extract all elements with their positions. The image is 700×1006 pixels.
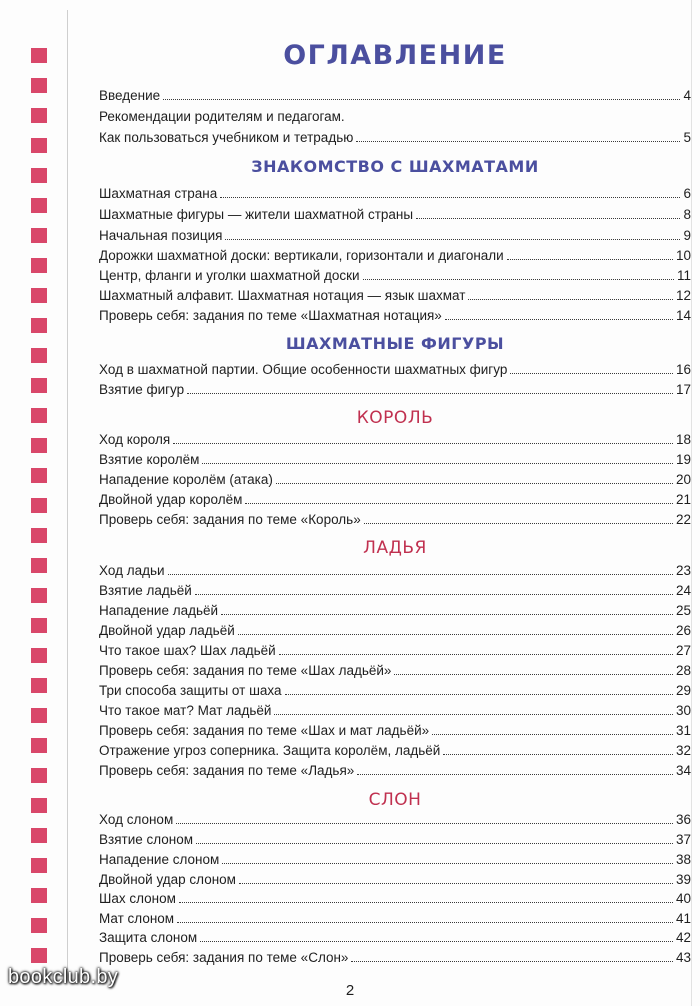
toc-entry-page: 18 (675, 432, 691, 447)
toc-entry-page: 27 (675, 643, 691, 658)
toc-entry[interactable] (99, 472, 691, 488)
square-mark (31, 828, 47, 843)
watermark: bookclub.by (8, 966, 119, 988)
square-mark (31, 108, 47, 123)
toc-entry-title: Проверь себя: задания по теме «Шахматная нотация» (99, 308, 442, 323)
toc-entry-page: 10 (675, 248, 691, 263)
toc-entry-page: 37 (675, 832, 691, 847)
toc-entry-title: Двойной удар королём (99, 492, 243, 507)
toc-entry-page: 34 (675, 763, 691, 778)
toc-entry[interactable] (99, 723, 691, 739)
toc-entry[interactable] (99, 683, 691, 699)
section-heading: ЗНАКОМСТВО С ШАХМАТАМИ (251, 157, 539, 176)
toc-entry-title: Нападение королём (атака) (99, 472, 273, 487)
toc-entry[interactable] (99, 362, 691, 378)
toc-entry[interactable] (99, 88, 691, 104)
leader-dots (245, 503, 673, 504)
leader-dots (222, 863, 673, 864)
toc-entry[interactable] (99, 643, 691, 659)
margin-line (67, 10, 68, 970)
leader-dots (276, 483, 673, 484)
toc-entry-title: Проверь себя: задания по теме «Шах ладьёй» (99, 663, 392, 678)
leader-dots (394, 674, 673, 675)
leader-dots (285, 694, 673, 695)
toc-entry-title: Шахматный алфавит. Шахматная нотация — язык шахмат (99, 288, 466, 303)
toc-entry[interactable] (99, 268, 691, 284)
leader-dots (187, 393, 673, 394)
toc-entry-title: Взятие слоном (99, 832, 194, 847)
toc-entry-title: Начальная позиция (99, 228, 223, 243)
square-mark (31, 618, 47, 633)
leader-dots (274, 714, 672, 715)
toc-entry[interactable] (99, 382, 691, 398)
toc-entry[interactable] (99, 872, 691, 888)
toc-entry-title: Взятие королём (99, 452, 200, 467)
toc-entry-title: Взятие ладьёй (99, 583, 192, 598)
toc-entry-page: 17 (675, 382, 691, 397)
toc-entry-title: Рекомендации родителям и педагогам. (99, 109, 345, 124)
edge-line (691, 0, 692, 1006)
leader-dots (279, 654, 673, 655)
toc-entry-page: 6 (683, 186, 691, 201)
toc-entry-title: Что такое шах? Шах ладьёй (99, 643, 276, 658)
leader-dots (363, 279, 674, 280)
square-mark (31, 588, 47, 603)
toc-entry[interactable] (99, 563, 691, 579)
section-heading: СЛОН (368, 790, 422, 810)
square-mark (31, 918, 47, 933)
leader-dots (200, 941, 673, 942)
toc-entry-title: Проверь себя: задания по теме «Король» (99, 512, 361, 527)
toc-entry[interactable] (99, 130, 691, 146)
square-mark (31, 288, 47, 303)
toc-entry-page: 41 (675, 911, 691, 926)
toc-entry-title: Проверь себя: задания по теме «Ладья» (99, 763, 355, 778)
toc-entry[interactable] (99, 583, 691, 599)
toc-entry-title: Как пользоваться учебником и тетрадью (99, 130, 354, 145)
toc-entry-page: 39 (675, 872, 691, 887)
toc-entry[interactable] (99, 109, 691, 125)
toc-entry-page: 12 (675, 288, 691, 303)
leader-dots (356, 141, 680, 142)
toc-entry-page: 19 (675, 452, 691, 467)
toc-entry[interactable] (99, 743, 691, 759)
toc-entry-title: Шахматная страна (99, 186, 218, 201)
square-mark (31, 798, 47, 813)
leader-dots (238, 634, 673, 635)
square-mark (31, 678, 47, 693)
leader-dots (432, 734, 673, 735)
leader-dots (225, 239, 680, 240)
toc-entry[interactable] (99, 248, 691, 264)
leader-dots (196, 843, 673, 844)
toc-entry-page: 9 (683, 228, 691, 243)
toc-entry-page: 14 (675, 308, 691, 323)
toc-entry[interactable] (99, 930, 691, 946)
toc-entry[interactable] (99, 812, 691, 828)
toc-entry[interactable] (99, 308, 691, 324)
toc-entry-page: 28 (675, 663, 691, 678)
square-mark (31, 438, 47, 453)
toc-entry-title: Защита слоном (99, 930, 198, 945)
toc-entry[interactable] (99, 763, 691, 779)
square-mark (31, 948, 47, 963)
toc-entry[interactable] (99, 663, 691, 679)
toc-entry-title: Двойной удар ладьёй (99, 623, 235, 638)
leader-dots (445, 319, 673, 320)
square-mark (31, 198, 47, 213)
toc-entry[interactable] (99, 703, 691, 719)
toc-entry[interactable] (99, 228, 691, 244)
toc-entry[interactable] (99, 832, 691, 848)
toc-entry[interactable] (99, 603, 691, 619)
toc-entry-page: 21 (675, 492, 691, 507)
toc-entry-title: Шахматные фигуры — жители шахматной страны (99, 207, 414, 222)
leader-dots (177, 922, 673, 923)
page-number: 2 (345, 982, 355, 999)
leader-dots (179, 902, 673, 903)
toc-entry-title: Ход слоном (99, 812, 174, 827)
toc-entry-title: Три способа защиты от шаха (99, 683, 282, 698)
toc-entry-page: 31 (675, 723, 691, 738)
toc-entry-title: Что такое мат? Мат ладьёй (99, 703, 272, 718)
square-mark (31, 858, 47, 873)
toc-entry-page: 5 (683, 130, 691, 145)
square-mark (31, 318, 47, 333)
toc-entry-page: 4 (683, 88, 691, 103)
toc-entry-page: 8 (683, 207, 691, 222)
leader-dots (351, 961, 673, 962)
leader-dots (202, 463, 673, 464)
toc-entry-page: 32 (675, 743, 691, 758)
toc-entry-page: 16 (675, 362, 691, 377)
toc-entry-title: Шах слоном (99, 891, 176, 906)
toc-entry-title: Отражение угроз соперника. Защита королём, ладьёй (99, 743, 441, 758)
leader-dots (239, 883, 673, 884)
square-mark (31, 768, 47, 783)
square-mark (31, 408, 47, 423)
toc-entry-title: Ход короля (99, 432, 171, 447)
toc-entry[interactable] (99, 207, 691, 223)
square-mark (31, 528, 47, 543)
leader-dots (168, 574, 673, 575)
leader-dots (195, 594, 673, 595)
toc-entry[interactable] (99, 911, 691, 927)
toc-entry[interactable] (99, 492, 691, 508)
toc-entry[interactable] (99, 452, 691, 468)
toc-entry-page: 30 (675, 703, 691, 718)
toc-entry[interactable] (99, 288, 691, 304)
toc-entry-title: Мат слоном (99, 911, 175, 926)
section-heading: ШАХМАТНЫЕ ФИГУРЫ (285, 334, 505, 353)
toc-entry-page: 20 (675, 472, 691, 487)
square-mark (31, 468, 47, 483)
square-mark (31, 708, 47, 723)
toc-entry-title: Проверь себя: задания по теме «Слон» (99, 950, 349, 965)
toc-entry-page: 24 (675, 583, 691, 598)
leader-dots (443, 754, 673, 755)
section-heading: КОРОЛЬ (356, 408, 434, 428)
leader-dots (220, 197, 680, 198)
leader-dots (364, 523, 673, 524)
section-heading: ЛАДЬЯ (363, 538, 427, 558)
toc-entry-title: Дорожки шахматной доски: вертикали, горизонтали и диагонали (99, 248, 504, 263)
toc-entry-title: Ход ладьи (99, 563, 165, 578)
leader-dots (357, 774, 673, 775)
toc-entry-page: 43 (675, 950, 691, 965)
toc-entry-page: 42 (675, 930, 691, 945)
square-mark (31, 48, 47, 63)
square-mark (31, 138, 47, 153)
square-mark (31, 738, 47, 753)
toc-entry[interactable] (99, 623, 691, 639)
toc-entry[interactable] (99, 186, 691, 202)
toc-entry[interactable] (99, 950, 691, 966)
leader-dots (507, 259, 673, 260)
toc-entry-page: 40 (675, 891, 691, 906)
square-mark (31, 888, 47, 903)
toc-entry-title: Ход в шахматной партии. Общие особенности шахматных фигур (99, 362, 508, 377)
leader-dots (173, 443, 673, 444)
toc-entry[interactable] (99, 852, 691, 868)
square-mark (31, 378, 47, 393)
toc-entry-title: Введение (99, 88, 161, 103)
toc-entry-page: 11 (676, 268, 691, 283)
toc-entry-title: Нападение слоном (99, 852, 220, 867)
toc-entry-page: 38 (675, 852, 691, 867)
leader-dots (176, 823, 673, 824)
toc-entry-page: 23 (675, 563, 691, 578)
toc-entry[interactable] (99, 432, 691, 448)
square-mark (31, 258, 47, 273)
leader-dots (163, 99, 680, 100)
square-mark (31, 228, 47, 243)
square-mark (31, 498, 47, 513)
toc-entry-page: 26 (675, 623, 691, 638)
square-mark (31, 558, 47, 573)
leader-dots (416, 218, 680, 219)
leader-dots (221, 614, 673, 615)
toc-entry-title: Нападение ладьёй (99, 603, 219, 618)
square-mark (31, 348, 47, 363)
toc-entry-title: Двойной удар слоном (99, 872, 236, 887)
leader-dots (468, 299, 673, 300)
square-mark (31, 168, 47, 183)
toc-entry-title: Центр, фланги и уголки шахматной доски (99, 268, 360, 283)
toc-entry-page: 36 (675, 812, 691, 827)
toc-entry[interactable] (99, 512, 691, 528)
square-mark (31, 78, 47, 93)
toc-entry-title: Проверь себя: задания по теме «Шах и мат ладьёй» (99, 723, 430, 738)
square-mark (31, 648, 47, 663)
page-title: ОГЛАВЛЕНИЕ (283, 40, 507, 71)
leader-dots (510, 373, 673, 374)
toc-entry-page: 22 (675, 512, 691, 527)
toc-entry[interactable] (99, 891, 691, 907)
decorative-squares (31, 48, 47, 978)
toc-entry-page: 25 (675, 603, 691, 618)
toc-entry-title: Взятие фигур (99, 382, 185, 397)
toc-entry-page: 29 (675, 683, 691, 698)
